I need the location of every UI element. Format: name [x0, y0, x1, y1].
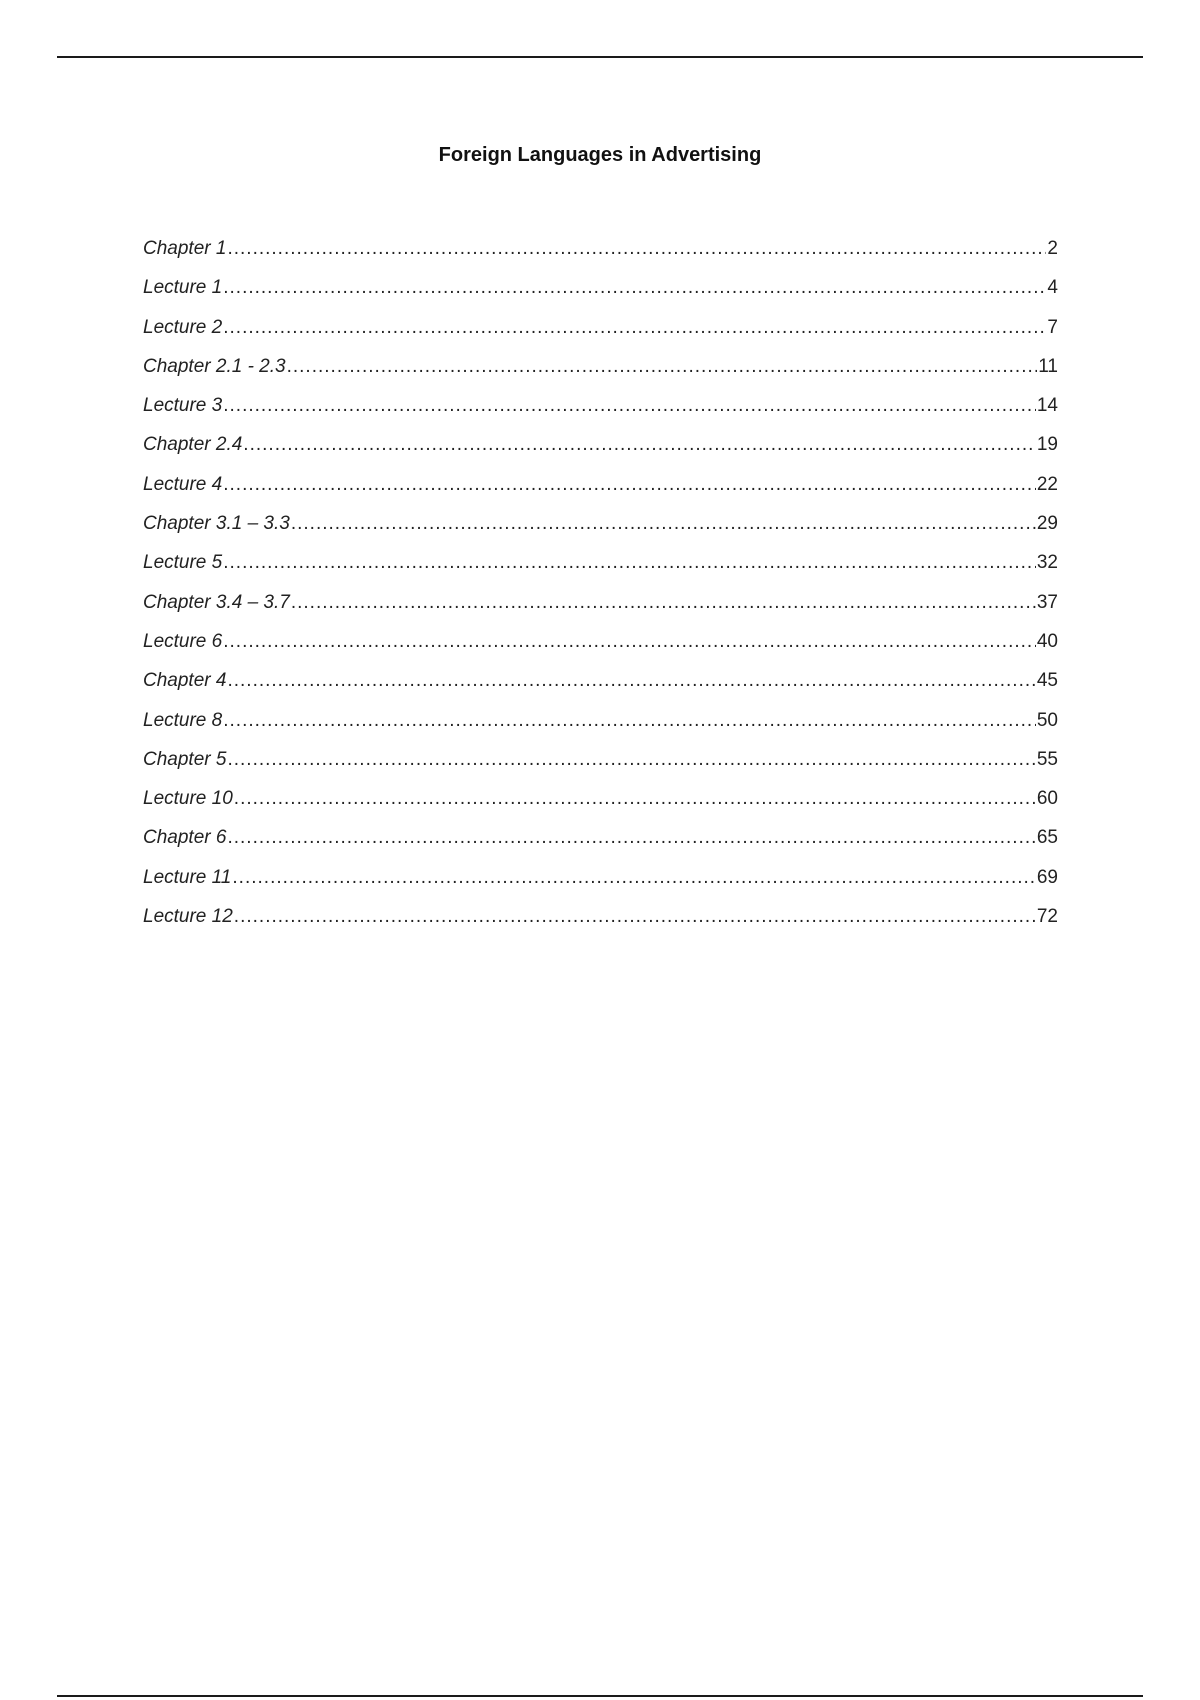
toc-entry[interactable]: [143, 238, 1058, 277]
toc-entry[interactable]: [143, 906, 1058, 945]
toc-entry[interactable]: [143, 867, 1058, 906]
toc-entry-label: Lecture 8: [143, 709, 223, 731]
toc-entry[interactable]: [143, 395, 1058, 434]
toc-entry-label: Chapter 6: [143, 827, 227, 849]
dot-leader: [291, 513, 1036, 535]
toc-entry[interactable]: [143, 827, 1058, 866]
toc-entry-label: Lecture 4: [143, 473, 223, 495]
toc-entry[interactable]: [143, 631, 1058, 670]
toc-entry-page: 65: [1036, 827, 1058, 849]
dot-leader: [223, 631, 1036, 653]
toc-entry[interactable]: [143, 277, 1058, 316]
toc-entry-label: Chapter 1: [143, 238, 227, 259]
toc-entry[interactable]: [143, 552, 1058, 591]
dot-leader: [227, 749, 1035, 771]
dot-leader: [232, 867, 1035, 889]
toc-entry-label: Lecture 6: [143, 630, 223, 652]
toc-entry[interactable]: [143, 434, 1058, 473]
toc-entry-label: Lecture 3: [143, 395, 223, 417]
toc-entry-label: Lecture 10: [143, 788, 233, 810]
toc-entry-label: Lecture 11: [143, 866, 232, 888]
toc-entry-label: Chapter 3.4 – 3.7: [143, 591, 290, 613]
toc-entry[interactable]: [143, 788, 1058, 827]
dot-leader: [234, 906, 1036, 928]
toc-entry[interactable]: [143, 710, 1058, 749]
dot-leader: [223, 395, 1036, 417]
document-title: Foreign Languages in Advertising: [438, 144, 762, 166]
toc-entry-page: 11: [1038, 355, 1058, 377]
toc-entry[interactable]: [143, 592, 1058, 631]
toc-entry-page: 19: [1036, 434, 1058, 456]
toc-entry-label: Chapter 5: [143, 748, 227, 770]
toc-entry[interactable]: [143, 513, 1058, 552]
dot-leader: [227, 827, 1035, 849]
dot-leader: [223, 474, 1036, 496]
toc-entry-page: 45: [1036, 670, 1058, 692]
dot-leader: [223, 710, 1036, 732]
dot-leader: [223, 552, 1036, 574]
toc-entry-page: 69: [1036, 866, 1058, 888]
toc-entry-page: 37: [1036, 591, 1058, 613]
table-of-contents: [143, 238, 1058, 945]
dot-leader: [234, 788, 1036, 810]
toc-entry-page: 29: [1036, 513, 1058, 535]
dot-leader: [223, 277, 1046, 299]
footer-rule: [57, 1695, 1143, 1697]
toc-entry-page: 55: [1036, 748, 1058, 770]
toc-entry-page: 4: [1047, 277, 1058, 299]
toc-entry-page: 40: [1036, 630, 1058, 652]
toc-entry-label: Chapter 4: [143, 670, 227, 692]
toc-entry-page: 50: [1036, 709, 1058, 731]
toc-entry-label: Chapter 2.1 - 2.3: [143, 355, 286, 377]
toc-entry-label: Chapter 2.4: [143, 434, 243, 456]
toc-entry-label: Chapter 3.1 – 3.3: [143, 513, 290, 535]
toc-entry-page: 32: [1036, 552, 1058, 574]
dot-leader: [223, 317, 1046, 339]
toc-entry-page: 22: [1036, 473, 1058, 495]
toc-entry[interactable]: [143, 356, 1058, 395]
toc-entry-label: Lecture 1: [143, 277, 223, 299]
dot-leader: [291, 592, 1036, 614]
dot-leader: [287, 356, 1038, 378]
toc-entry[interactable]: [143, 317, 1058, 356]
toc-entry[interactable]: [143, 749, 1058, 788]
toc-entry-page: 60: [1036, 788, 1058, 810]
toc-entry-page: 2: [1047, 238, 1058, 259]
header-rule: [57, 56, 1143, 58]
toc-entry-page: 7: [1047, 316, 1058, 338]
dot-leader: [227, 670, 1035, 692]
toc-entry[interactable]: [143, 670, 1058, 709]
dot-leader: [227, 238, 1046, 260]
toc-entry-label: Lecture 12: [143, 906, 233, 928]
dot-leader: [243, 434, 1036, 456]
toc-entry-label: Lecture 5: [143, 552, 223, 574]
toc-entry-page: 14: [1036, 395, 1058, 417]
toc-entry-page: 72: [1036, 906, 1058, 928]
toc-entry[interactable]: [143, 474, 1058, 513]
toc-entry-label: Lecture 2: [143, 316, 223, 338]
